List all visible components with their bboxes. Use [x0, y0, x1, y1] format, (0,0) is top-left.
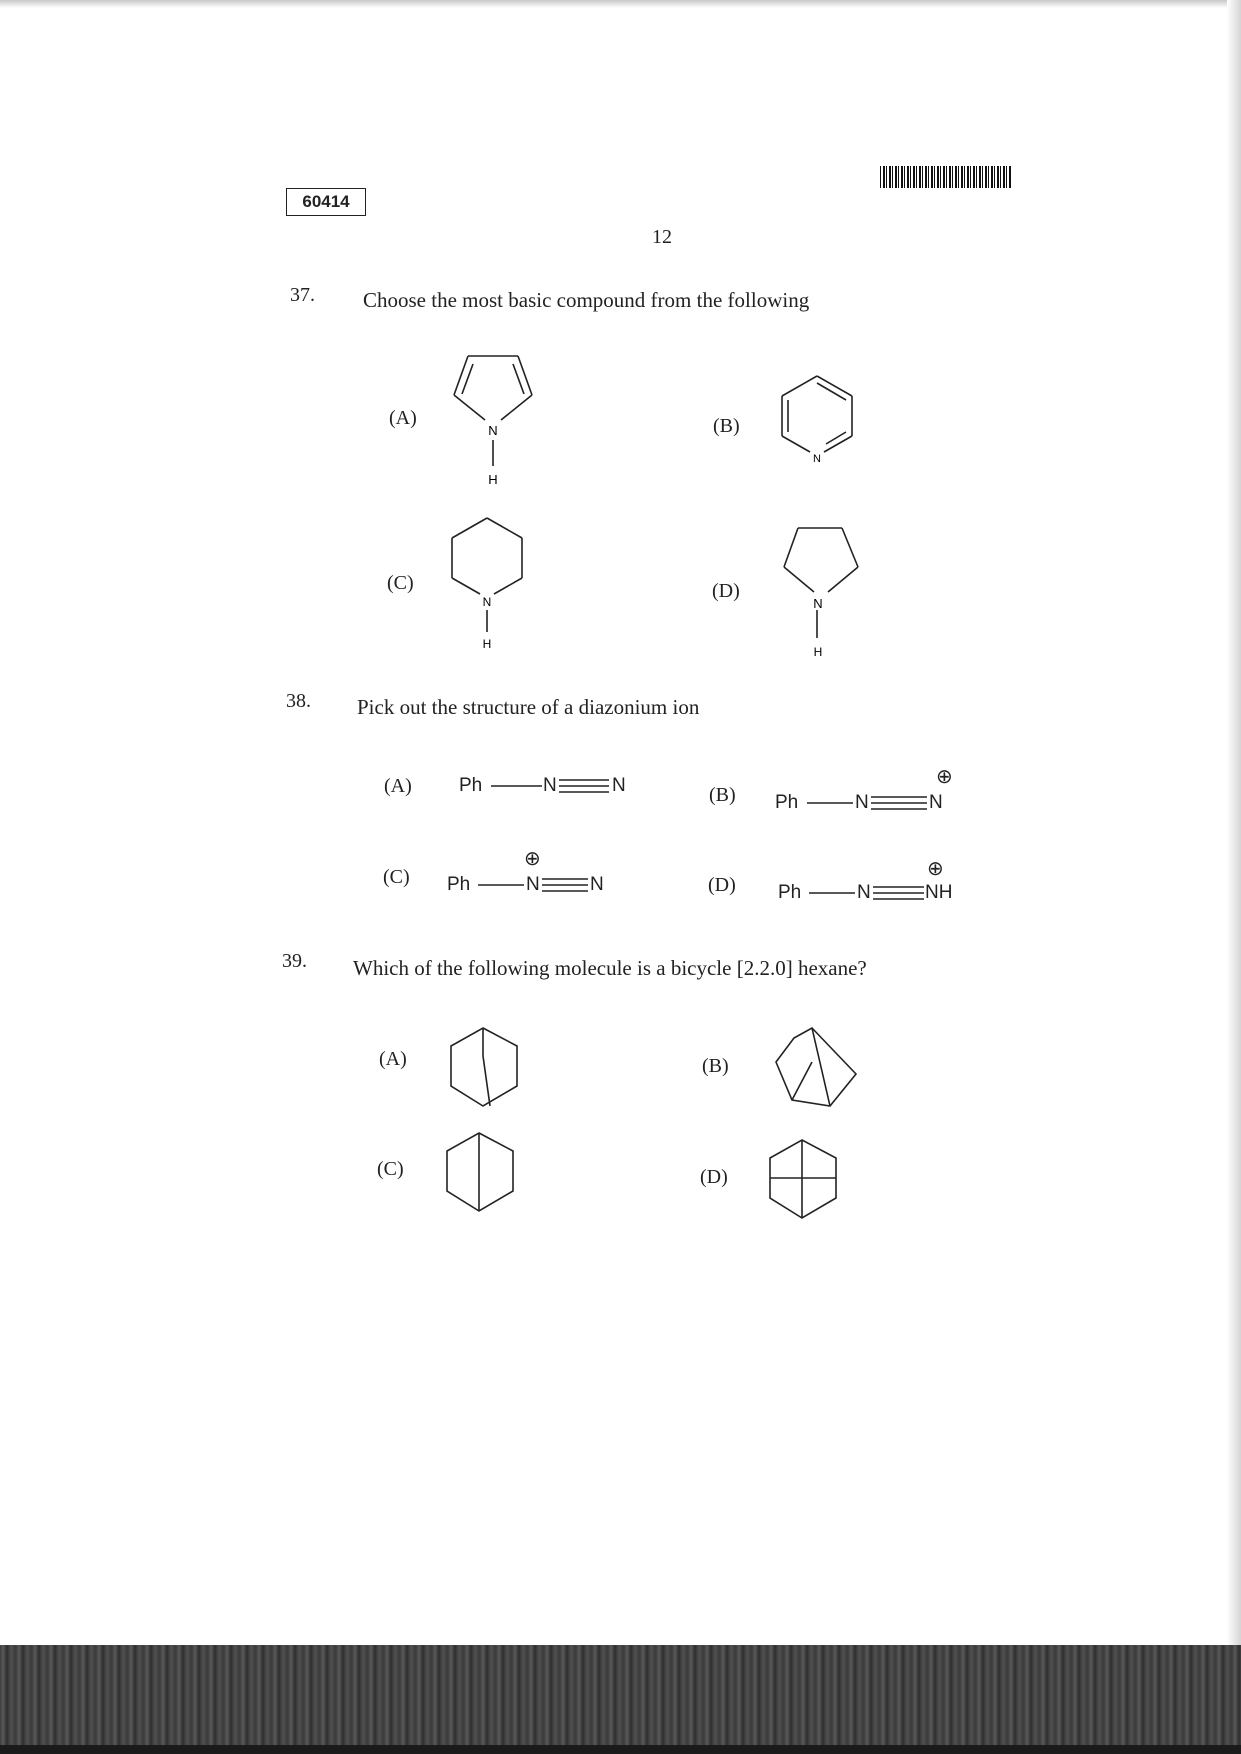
q38-b-phenyl: Ph: [775, 792, 799, 813]
q38-d-positive-charge: ⊕: [927, 858, 944, 880]
q37-c-hydrogen-atom: H: [482, 637, 492, 651]
q38-d-triple-bond: [871, 882, 926, 906]
q38-a-single-bond: [489, 775, 544, 799]
q38-c-single-bond: [476, 874, 526, 898]
q37-option-d-label: (D): [712, 580, 740, 602]
q38-c-positive-charge: ⊕: [524, 848, 541, 870]
question-39-text: Which of the following molecule is a bicycle [2.2.0] hexane?: [353, 956, 867, 980]
barcode: [880, 166, 1012, 188]
q37-option-b-pyridine: [772, 372, 862, 472]
q38-d-single-bond: [807, 882, 857, 906]
q39-option-a-bicyclic-structure: [445, 1022, 525, 1122]
q37-option-c-label: (C): [387, 572, 414, 594]
q37-a-nitrogen-atom: N: [488, 423, 498, 438]
q38-a-triple-bond: [557, 775, 611, 799]
q38-c-nitrogen-1: N: [526, 874, 540, 895]
q37-option-c-piperidine: [444, 514, 534, 654]
q38-b-triple-bond: [869, 792, 929, 816]
q38-c-phenyl: Ph: [447, 874, 471, 895]
q38-a-phenyl: Ph: [459, 775, 483, 796]
question-38-number: 38.: [286, 690, 311, 712]
q37-d-hydrogen-atom: H: [813, 645, 823, 659]
q38-d-nitrogen-2: NH: [925, 882, 953, 903]
q39-option-a-label: (A): [379, 1048, 407, 1070]
question-37-text: Choose the most basic compound from the following: [363, 288, 810, 312]
q38-c-triple-bond: [540, 874, 590, 898]
q38-option-a-label: (A): [384, 775, 412, 797]
q38-b-nitrogen-1: N: [855, 792, 869, 813]
q37-option-a-pyrrole: [440, 340, 540, 490]
q38-d-nitrogen-1: N: [857, 882, 871, 903]
q38-a-nitrogen-2: N: [612, 775, 626, 796]
q39-option-c-label: (C): [377, 1158, 404, 1180]
q38-d-phenyl: Ph: [778, 882, 802, 903]
q39-option-c-bicyclic-structure: [441, 1127, 521, 1227]
q39-option-b-bicyclic-structure: [770, 1022, 860, 1122]
q37-c-nitrogen-atom: N: [482, 595, 492, 609]
q37-option-a-label: (A): [389, 407, 417, 429]
scanner-edge-strip: [0, 1645, 1241, 1754]
scan-top-edge: [0, 0, 1241, 8]
q38-option-b-label: (B): [709, 784, 736, 806]
q39-option-d-label: (D): [700, 1166, 728, 1188]
q38-b-positive-charge: ⊕: [936, 766, 953, 788]
q37-option-b-label: (B): [713, 415, 740, 437]
question-39-number: 39.: [282, 950, 307, 972]
q37-b-nitrogen-atom: N: [813, 453, 821, 465]
q39-option-d-bicyclic-structure: [764, 1134, 844, 1234]
q38-option-c-label: (C): [383, 866, 410, 888]
question-37-number: 37.: [290, 284, 315, 306]
q38-option-d-label: (D): [708, 874, 736, 896]
paper-code-box: 60414: [286, 188, 366, 216]
question-38-text: Pick out the structure of a diazonium ion: [357, 695, 700, 719]
q38-b-single-bond: [805, 792, 855, 816]
q39-option-b-label: (B): [702, 1055, 729, 1077]
q37-d-nitrogen-atom: N: [813, 596, 823, 611]
q38-a-nitrogen-1: N: [543, 775, 557, 796]
q38-c-nitrogen-2: N: [590, 874, 604, 895]
page-number: 12: [652, 226, 672, 248]
scanner-edge-border: [0, 1745, 1241, 1754]
q38-b-nitrogen-2: N: [929, 792, 943, 813]
q37-option-d-pyrrolidine: [770, 520, 870, 660]
q37-a-hydrogen-atom: H: [488, 472, 498, 487]
scan-right-edge: [1227, 0, 1241, 1645]
